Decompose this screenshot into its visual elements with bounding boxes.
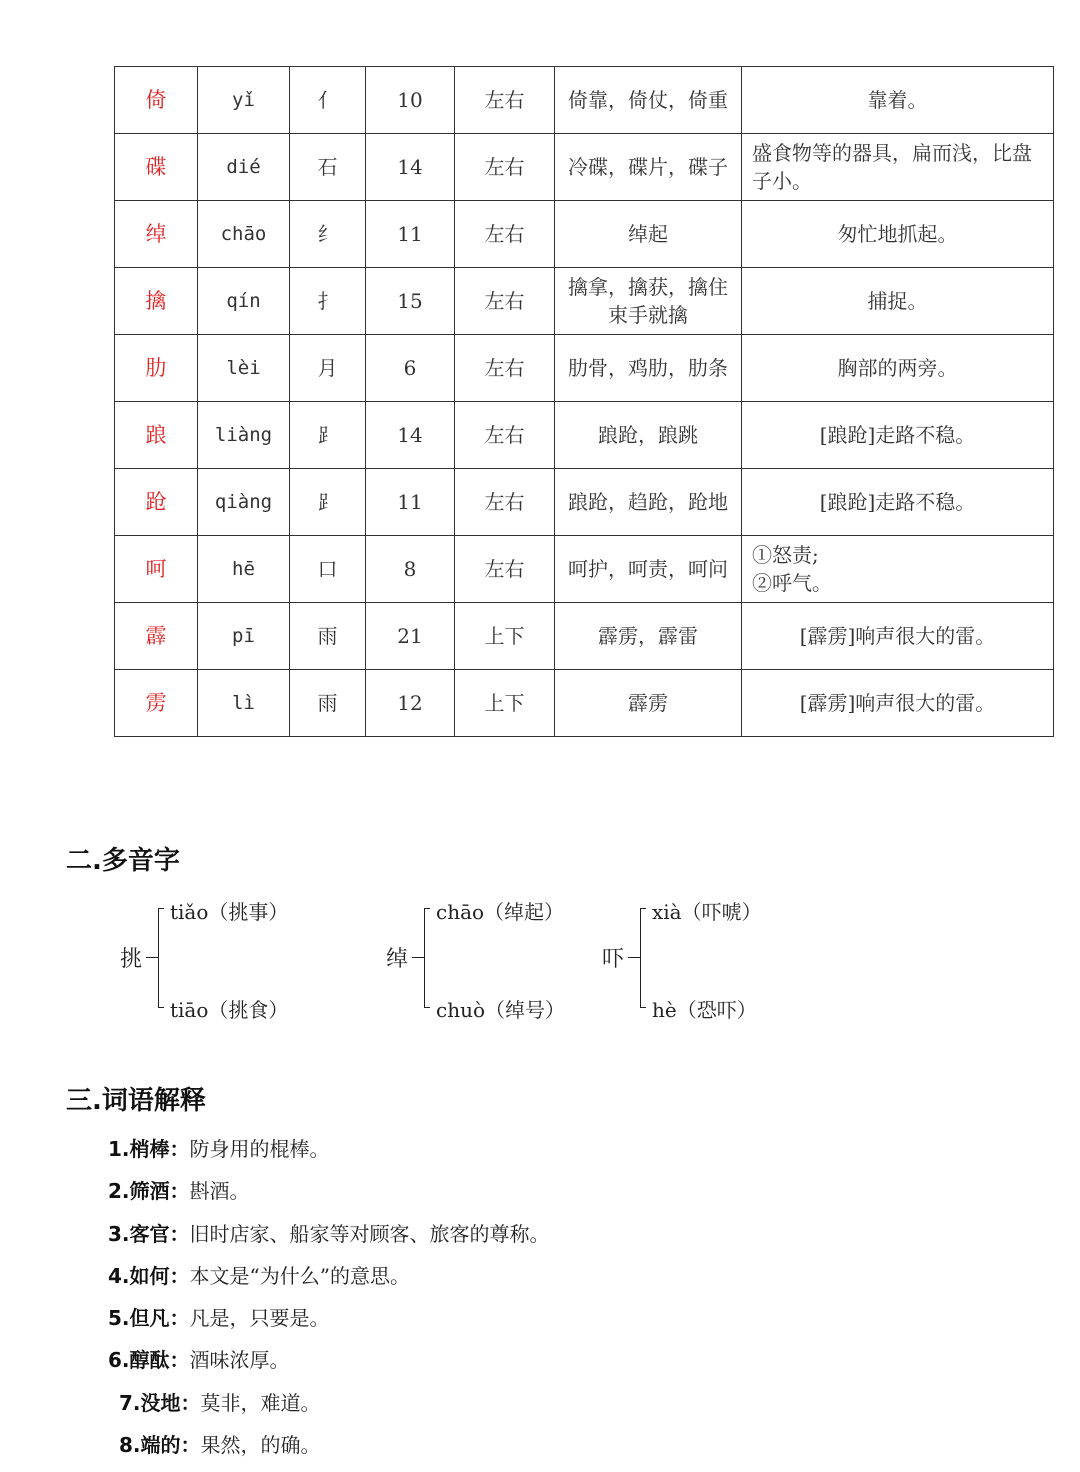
definition-cell: 盛食物等的器具，扁而浅，比盘子小。 bbox=[742, 134, 1054, 201]
structure-cell: 左右 bbox=[455, 402, 555, 469]
definition-cell: [踉跄]走路不稳。 bbox=[742, 402, 1054, 469]
char-cell: 倚 bbox=[115, 67, 198, 134]
structure-cell: 左右 bbox=[455, 469, 555, 536]
vocab-definition: 酒味浓厚。 bbox=[189, 1348, 290, 1373]
vocab-definition: 莫非，难道。 bbox=[200, 1390, 321, 1415]
vocab-definition: 防身用的棍棒。 bbox=[189, 1137, 330, 1161]
table-row bbox=[115, 670, 1054, 737]
pinyin-cell: chāo bbox=[198, 201, 290, 268]
strokes-cell: 21 bbox=[366, 603, 455, 670]
definition-cell bbox=[742, 536, 1054, 603]
vocab-definition: 凡是，只要是。 bbox=[189, 1306, 330, 1331]
definition-cell: 胸部的两旁。 bbox=[742, 335, 1054, 402]
vocab-term: 7.没地： bbox=[119, 1390, 201, 1415]
radical-cell: ⻊ bbox=[290, 402, 366, 469]
polyphone-char: 挑 bbox=[120, 947, 143, 972]
list-item bbox=[108, 1261, 550, 1303]
pinyin-cell: pī bbox=[198, 603, 290, 670]
polyphone-section-title: 二.多音字 bbox=[66, 846, 180, 876]
strokes-cell: 11 bbox=[366, 201, 455, 268]
vocab-definition: 果然，的确。 bbox=[200, 1433, 321, 1458]
char-cell: 肋 bbox=[115, 335, 198, 402]
structure-cell: 左右 bbox=[455, 67, 555, 134]
table-row bbox=[115, 268, 1054, 335]
radical-cell: ⻊ bbox=[290, 469, 366, 536]
strokes-cell: 14 bbox=[366, 134, 455, 201]
words-cell: 踉跄，趋跄，跄地 bbox=[555, 469, 742, 536]
polyphone-reading: tiǎo（挑事） bbox=[170, 900, 289, 924]
table-row bbox=[115, 536, 1054, 603]
pinyin-cell: liàng bbox=[198, 402, 290, 469]
words-cell: 肋骨，鸡肋，肋条 bbox=[555, 335, 742, 402]
strokes-cell: 10 bbox=[366, 67, 455, 134]
strokes-cell: 8 bbox=[366, 536, 455, 603]
char-cell: 跄 bbox=[115, 469, 198, 536]
radical-cell: 石 bbox=[290, 134, 366, 201]
definition-line: ①怒责; bbox=[752, 543, 819, 567]
vocab-term: 5.但凡： bbox=[108, 1306, 190, 1331]
vocab-definition: 旧时店家、船家等对顾客、旅客的尊称。 bbox=[189, 1221, 550, 1246]
words-cell: 倚靠，倚仗，倚重 bbox=[555, 67, 742, 134]
structure-cell: 左右 bbox=[455, 335, 555, 402]
radical-cell: 雨 bbox=[290, 603, 366, 670]
structure-cell: 左右 bbox=[455, 134, 555, 201]
table-row bbox=[115, 67, 1054, 134]
list-item bbox=[108, 1303, 550, 1345]
words-cell: 冷碟，碟片，碟子 bbox=[555, 134, 742, 201]
words-cell: 霹雳，霹雷 bbox=[555, 603, 742, 670]
radical-cell: 雨 bbox=[290, 670, 366, 737]
table-row bbox=[115, 402, 1054, 469]
char-cell: 呵 bbox=[115, 536, 198, 603]
table-row bbox=[115, 335, 1054, 402]
structure-cell: 左右 bbox=[455, 201, 555, 268]
pinyin-cell: yǐ bbox=[198, 67, 290, 134]
list-item bbox=[108, 1176, 550, 1218]
polyphone-reading: chuò（绰号） bbox=[436, 998, 566, 1022]
radical-cell: 月 bbox=[290, 335, 366, 402]
char-cell: 绰 bbox=[115, 201, 198, 268]
strokes-cell: 15 bbox=[366, 268, 455, 335]
brace-bracket bbox=[424, 908, 430, 1008]
structure-cell: 上下 bbox=[455, 603, 555, 670]
table-row bbox=[115, 603, 1054, 670]
radical-cell: 扌 bbox=[290, 268, 366, 335]
definition-cell: 匆忙地抓起。 bbox=[742, 201, 1054, 268]
char-cell: 踉 bbox=[115, 402, 198, 469]
polyphone-char: 吓 bbox=[602, 947, 625, 972]
vocab-definition: 本文是“为什么”的意思。 bbox=[189, 1263, 410, 1288]
char-cell: 擒 bbox=[115, 268, 198, 335]
definition-cell: [踉跄]走路不稳。 bbox=[742, 469, 1054, 536]
vocab-term: 1.梢棒： bbox=[108, 1137, 190, 1161]
radical-cell: 纟 bbox=[290, 201, 366, 268]
words-cell: 绰起 bbox=[555, 201, 742, 268]
vocab-term: 3.客官： bbox=[108, 1221, 190, 1246]
words-cell: 擒拿，擒获，擒住束手就擒 bbox=[555, 268, 742, 335]
definition-cell: [霹雳]响声很大的雷。 bbox=[742, 670, 1054, 737]
vocab-term: 8.端的： bbox=[119, 1433, 201, 1458]
words-cell: 踉跄，踉跳 bbox=[555, 402, 742, 469]
character-table bbox=[114, 66, 1054, 737]
pinyin-cell: qín bbox=[198, 268, 290, 335]
brace-bracket bbox=[640, 908, 646, 1008]
char-cell: 雳 bbox=[115, 670, 198, 737]
definition-cell: 靠着。 bbox=[742, 67, 1054, 134]
definition-cell: 捕捉。 bbox=[742, 268, 1054, 335]
definition-cell: [霹雳]响声很大的雷。 bbox=[742, 603, 1054, 670]
list-item bbox=[108, 1430, 550, 1472]
table-row bbox=[115, 201, 1054, 268]
strokes-cell: 6 bbox=[366, 335, 455, 402]
pinyin-cell: lèi bbox=[198, 335, 290, 402]
strokes-cell: 14 bbox=[366, 402, 455, 469]
vocab-section-title: 三.词语解释 bbox=[66, 1086, 206, 1116]
list-item bbox=[108, 1219, 550, 1261]
strokes-cell: 11 bbox=[366, 469, 455, 536]
radical-cell: 亻 bbox=[290, 67, 366, 134]
list-item bbox=[108, 1345, 550, 1387]
structure-cell: 左右 bbox=[455, 268, 555, 335]
brace-connector bbox=[628, 957, 640, 958]
vocab-list bbox=[108, 1134, 550, 1472]
brace-connector bbox=[412, 957, 424, 958]
words-cell: 霹雳 bbox=[555, 670, 742, 737]
definition-line: ②呼气。 bbox=[752, 571, 832, 595]
polyphone-reading: hè（恐吓） bbox=[652, 998, 757, 1022]
vocab-definition: 斟酒。 bbox=[189, 1179, 250, 1204]
structure-cell: 上下 bbox=[455, 670, 555, 737]
pinyin-cell: dié bbox=[198, 134, 290, 201]
words-cell: 呵护，呵责，呵问 bbox=[555, 536, 742, 603]
char-cell: 霹 bbox=[115, 603, 198, 670]
pinyin-cell: qiàng bbox=[198, 469, 290, 536]
polyphone-reading: chāo（绰起） bbox=[436, 900, 565, 924]
polyphone-char: 绰 bbox=[386, 947, 409, 972]
table-row bbox=[115, 134, 1054, 201]
vocab-term: 6.醇酞： bbox=[108, 1348, 190, 1373]
char-cell: 碟 bbox=[115, 134, 198, 201]
pinyin-cell: lì bbox=[198, 670, 290, 737]
list-item bbox=[108, 1388, 550, 1430]
brace-connector bbox=[146, 957, 158, 958]
brace-bracket bbox=[158, 908, 164, 1008]
polyphone-reading: xià（吓唬） bbox=[652, 900, 762, 924]
structure-cell: 左右 bbox=[455, 536, 555, 603]
pinyin-cell: hē bbox=[198, 536, 290, 603]
strokes-cell: 12 bbox=[366, 670, 455, 737]
table-row bbox=[115, 469, 1054, 536]
polyphone-reading: tiāo（挑食） bbox=[170, 998, 289, 1022]
radical-cell: 口 bbox=[290, 536, 366, 603]
vocab-term: 2.筛酒： bbox=[108, 1179, 190, 1204]
list-item bbox=[108, 1134, 550, 1176]
vocab-term: 4.如何： bbox=[108, 1263, 190, 1288]
